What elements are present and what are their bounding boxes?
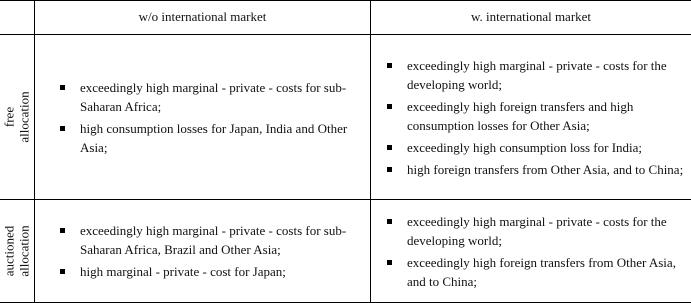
row-label-auctioned-allocation [0, 200, 34, 302]
bullet-icon [60, 85, 65, 90]
row-label-line: allocation [17, 225, 33, 277]
row-label-free-allocation [0, 35, 34, 199]
list-item: exceedingly high foreign transfers from Other Asia, and to China; [385, 253, 685, 291]
cell-auctioned-without-market [58, 200, 358, 302]
row-label-line: auctioned [2, 225, 18, 277]
bullet-icon [387, 145, 392, 150]
list-item: exceedingly high marginal - private - costs for sub-Saharan Africa; [58, 78, 358, 116]
bullet-icon [60, 228, 65, 233]
bullet-icon [387, 260, 392, 265]
bullet-icon [60, 269, 65, 274]
cell-auctioned-with-market [385, 200, 685, 302]
column-header-without-market: w/o international market [138, 9, 267, 24]
row-label-divider [34, 0, 35, 303]
list-item: high consumption losses for Japan, India and Other Asia; [58, 119, 358, 157]
bullet-icon [387, 167, 392, 172]
bullet-icon [387, 63, 392, 68]
row-label-line: free [2, 106, 18, 128]
column-header-with-market: w. international market [470, 9, 592, 24]
list-item: exceedingly high consumption loss for India; [385, 138, 685, 157]
list-item: exceedingly high marginal - private - costs for the developing world; [385, 212, 685, 250]
bullet-icon [387, 104, 392, 109]
list-item: exceedingly high marginal - private - costs for the developing world; [385, 56, 685, 94]
bullet-icon [60, 126, 65, 131]
list-item: exceedingly high foreign transfers and high consumption losses for Other Asia; [385, 97, 685, 135]
column-divider [370, 0, 371, 303]
list-item: high foreign transfers from Other Asia, and to China; [385, 160, 685, 179]
row-label-line: allocation [17, 91, 33, 143]
list-item: high marginal - private - cost for Japan; [58, 262, 358, 281]
cell-free-without-market [58, 35, 358, 199]
cell-free-with-market [385, 35, 685, 199]
list-item: exceedingly high marginal - private - costs for sub-Saharan Africa, Brazil and Other Asia; [58, 221, 358, 259]
bullet-icon [387, 219, 392, 224]
